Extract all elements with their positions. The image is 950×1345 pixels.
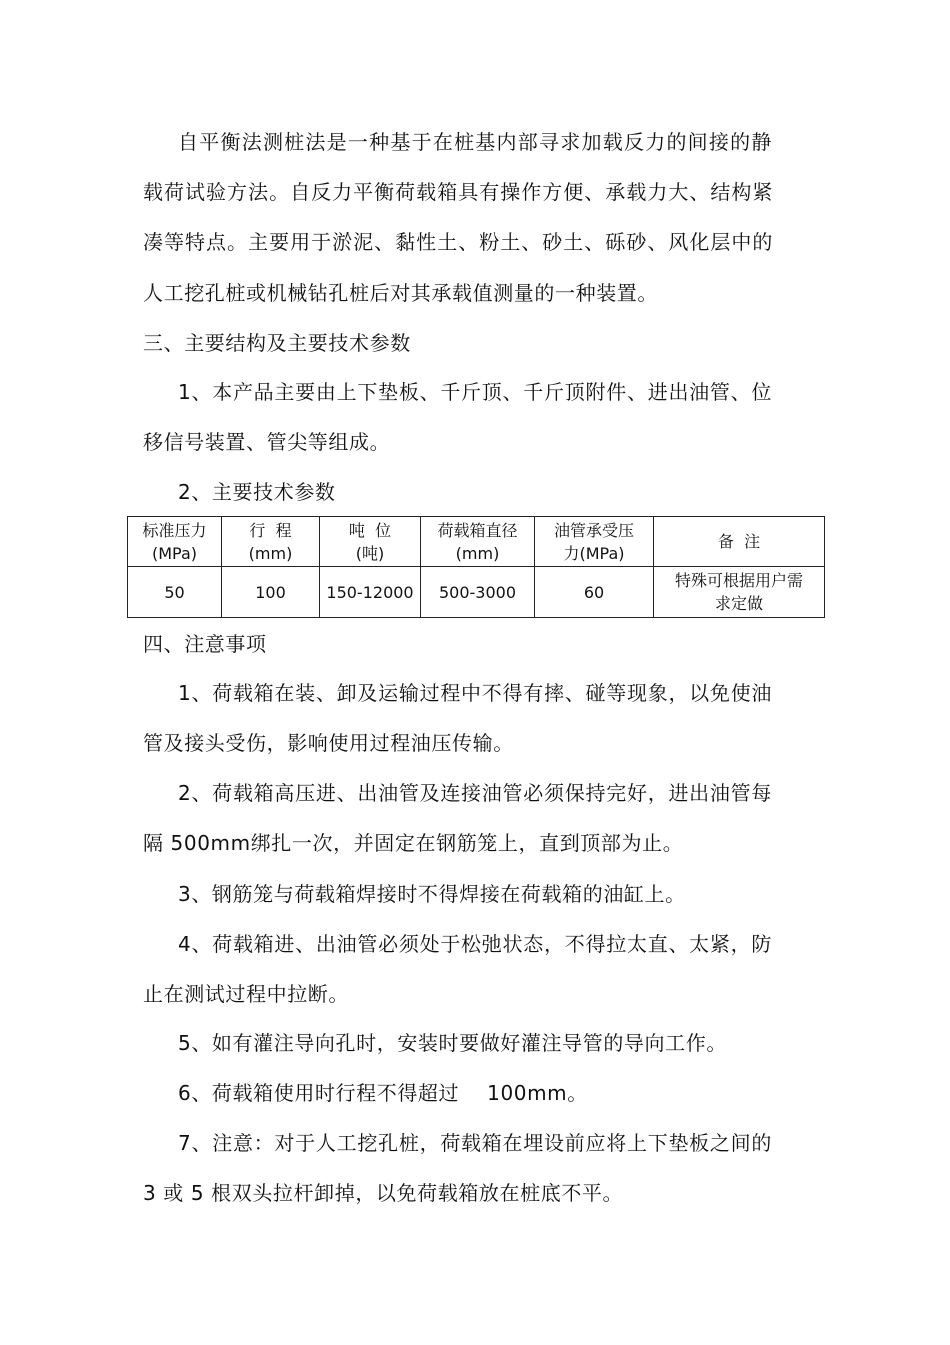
note-6-text: 6、荷载箱使用时行程不得超过 bbox=[178, 1081, 460, 1105]
header-box-diameter: 荷载箱直径 (mm) bbox=[421, 517, 535, 567]
technical-parameters-table bbox=[127, 516, 825, 618]
header-tonnage: 吨 位 (吨) bbox=[320, 517, 421, 567]
note-2-line-1: 2、荷载箱高压进、出油管及连接油管必须保持完好，进出油管每 bbox=[178, 781, 772, 805]
note-4-line-1: 4、荷载箱进、出油管必须处于松弛状态，不得拉太直、太紧，防 bbox=[178, 932, 772, 956]
header-pipe-pressure: 油管承受压 力(MPa) bbox=[535, 517, 654, 567]
note-6-value: 100mm bbox=[487, 1081, 568, 1105]
note-4-line-2: 止在测试过程中拉断。 bbox=[143, 982, 349, 1006]
note-1-line-1: 1、荷载箱在装、卸及运输过程中不得有摔、碰等现象，以免使油 bbox=[178, 681, 772, 705]
note-6-end: 。 bbox=[567, 1081, 588, 1105]
cell-stroke: 100 bbox=[222, 567, 320, 618]
note-3: 3、钢筋笼与荷载箱焊接时不得焊接在荷载箱的油缸上。 bbox=[178, 882, 686, 906]
table-row bbox=[128, 567, 825, 618]
cell-box-diameter: 500-3000 bbox=[421, 567, 535, 618]
cell-tonnage: 150-12000 bbox=[320, 567, 421, 618]
header-standard-pressure: 标准压力 (MPa) bbox=[128, 517, 222, 567]
section-3-heading: 三、主要结构及主要技术参数 bbox=[143, 331, 411, 355]
note-5: 5、如有灌注导向孔时，安装时要做好灌注导管的导向工作。 bbox=[178, 1031, 727, 1055]
intro-line-1: 自平衡法测桩法是一种基于在桩基内部寻求加载反力的间接的静 bbox=[178, 130, 772, 154]
intro-line-3: 凑等特点。主要用于淤泥、黏性土、粉土、砂土、砾砂、风化层中的 bbox=[143, 230, 773, 254]
cell-standard-pressure: 50 bbox=[128, 567, 222, 618]
intro-line-2: 载荷试验方法。自反力平衡荷载箱具有操作方便、承载力大、结构紧 bbox=[143, 180, 773, 204]
section-3-item-2: 2、主要技术参数 bbox=[178, 480, 336, 504]
cell-remarks: 特殊可根据用户需求定做 bbox=[654, 567, 825, 618]
header-stroke: 行 程 (mm) bbox=[222, 517, 320, 567]
note-2-line-2: 隔 500mm绑扎一次，并固定在钢筋笼上，直到顶部为止。 bbox=[143, 831, 684, 855]
header-remarks: 备 注 bbox=[654, 517, 825, 567]
cell-pipe-pressure: 60 bbox=[535, 567, 654, 618]
note-6 bbox=[178, 1079, 588, 1107]
section-4-heading: 四、注意事项 bbox=[143, 632, 267, 656]
section-3-item-1-line-2: 移信号装置、管尖等组成。 bbox=[143, 430, 391, 454]
note-7-line-2: 3 或 5 根双头拉杆卸掉，以免荷载箱放在桩底不平。 bbox=[143, 1181, 624, 1205]
table-header-row bbox=[128, 517, 825, 567]
note-7-line-1: 7、注意：对于人工挖孔桩，荷载箱在埋设前应将上下垫板之间的 bbox=[178, 1131, 772, 1155]
note-1-line-2: 管及接头受伤，影响使用过程油压传输。 bbox=[143, 731, 514, 755]
section-3-item-1-line-1: 1、本产品主要由上下垫板、千斤顶、千斤顶附件、进出油管、位 bbox=[178, 380, 772, 404]
intro-line-4: 人工挖孔桩或机械钻孔桩后对其承载值测量的一种装置。 bbox=[143, 281, 658, 305]
